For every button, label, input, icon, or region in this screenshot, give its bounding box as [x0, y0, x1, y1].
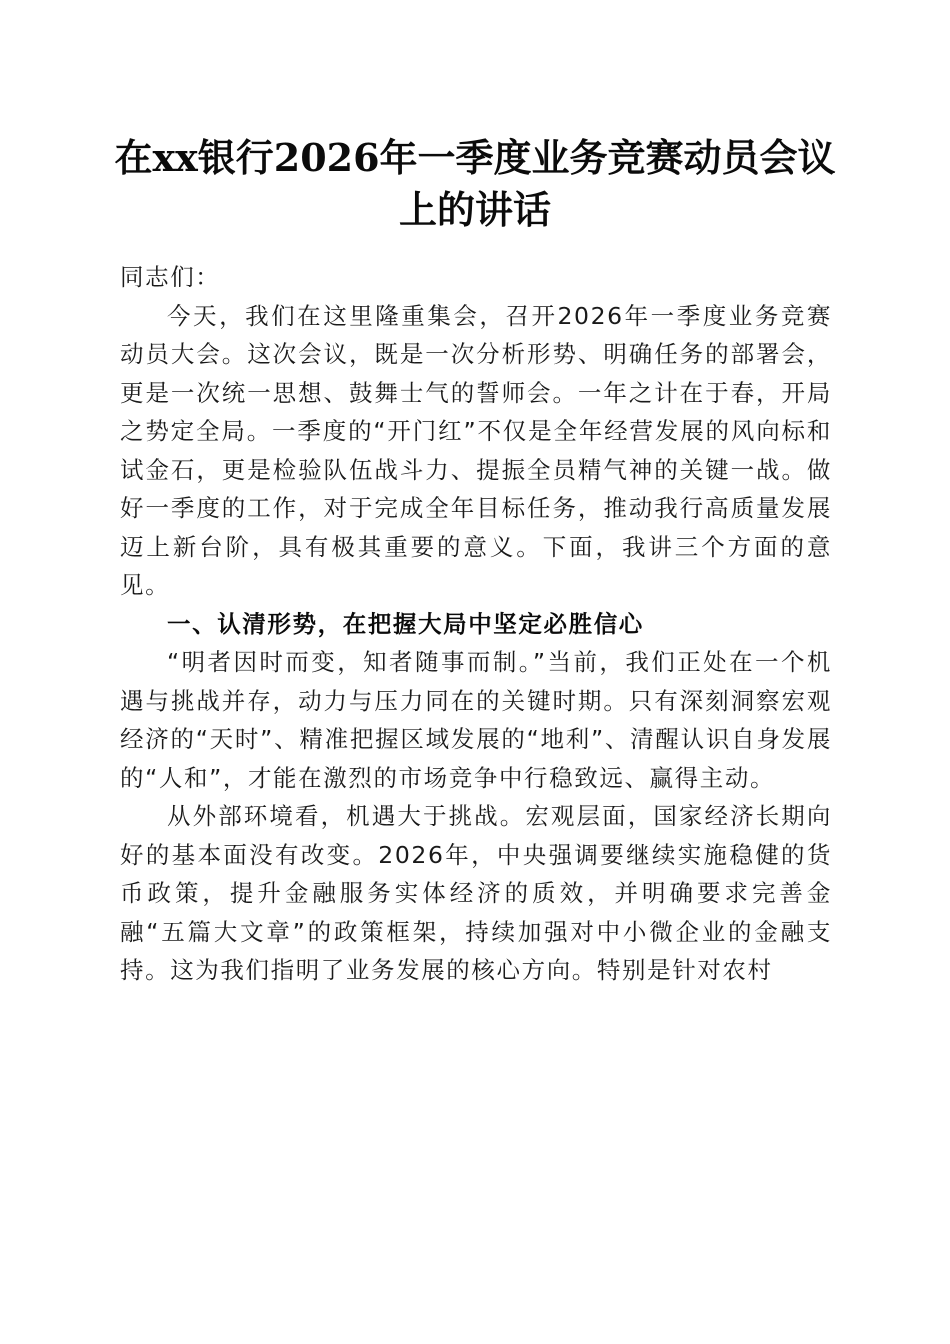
section-paragraph-1: “明者因时而变，知者随事而制。”当前，我们正处在一个机遇与挑战并存，动力与压力同在的关键时期。只有深刻洞察宏观经济的“天时”、精准把握区域发展的“地利”、清醒认识自身发展的“人和”，才能在激烈的市场竞争中行稳致远、赢得主动。 — [120, 648, 832, 792]
document-title: 在xx银行2026年一季度业务竞赛动员会议上的讲话 — [114, 135, 836, 232]
section-heading: 一、认清形势，在把握大局中坚定必胜信心 — [167, 609, 644, 638]
intro-paragraph: 今天，我们在这里隆重集会，召开2026年一季度业务竞赛动员大会。这次会议，既是一次分析形势、明确任务的部署会，更是一次统一思想、鼓舞士气的誓师会。一年之计在于春，开局之势定全局。一季度的“开门红”不仅是全年经营发展的风向标和试金石，更是检验队伍战斗力、提振全员精气神的关键一战。做好一季度的工作，对于完成全年目标任务，推动我行高质量发展迈上新台阶，具有极其重要的意义。下面，我讲三个方面的意见。 — [120, 301, 832, 599]
section-paragraph-2: 从外部环境看，机遇大于挑战。宏观层面，国家经济长期向好的基本面没有改变。2026年，中央强调要继续实施稳健的货币政策，提升金融服务实体经济的质效，并明确要求完善金融“五篇大文章”的政策框架，持续加强对中小微企业的金融支持。这为我们指明了业务发展的核心方向。特别是针对农村 — [120, 802, 832, 984]
document-body — [120, 258, 832, 990]
salutation: 同志们： — [120, 263, 221, 291]
